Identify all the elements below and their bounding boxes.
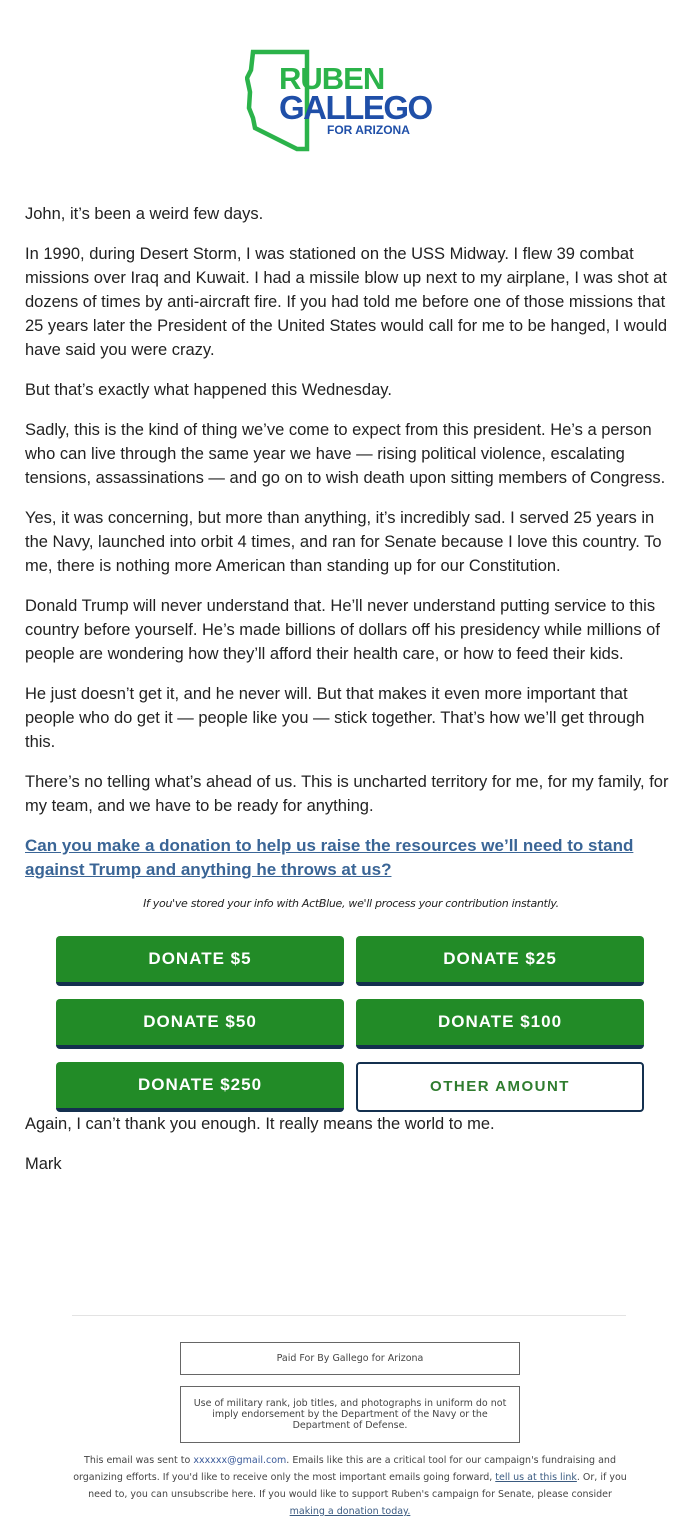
donate-250-button[interactable]: DONATE $250 <box>56 1062 344 1112</box>
donate-5-button[interactable]: DONATE $5 <box>56 936 344 986</box>
donation-link[interactable]: making a donation today. <box>289 1506 411 1517</box>
svg-text:GALLEGO: GALLEGO <box>279 89 432 126</box>
paid-for-box: Paid For By Gallego for Arizona <box>180 1342 520 1375</box>
preferences-link[interactable]: tell us at this link <box>495 1472 577 1483</box>
donation-cta-link[interactable]: Can you make a donation to help us raise the resources we’ll need to stand against Trump and anything he throws at us? <box>25 836 634 879</box>
actblue-note: If you've stored your info with ActBlue, we'll process your contribution instantly. <box>143 897 559 910</box>
paragraph: In 1990, during Desert Storm, I was stationed on the USS Midway. I flew 39 combat missions over Iraq and Kuwait. I had a missile blow up next to my airplane, I was shot at dozens of times by anti-aircraft fire. If you had told me before one of those missions that 25 years later the President of the United States would call for me to be hanged, I would have said you were crazy. <box>25 245 668 359</box>
donate-25-button[interactable]: DONATE $25 <box>356 936 644 986</box>
signature: Mark <box>25 1155 62 1173</box>
disclaimer-box: Use of military rank, job titles, and photographs in uniform do not imply endorsement by the Department of the Navy or the Department of Defense. <box>180 1386 520 1443</box>
email-body <box>25 202 677 1192</box>
greeting: John, it’s been a weird few days. <box>25 205 264 223</box>
paragraph: He just doesn’t get it, and he never will. But that makes it even more important that people who do get it — people like you — stick together. That’s how we’ll get through this. <box>25 685 645 751</box>
donate-buttons <box>56 936 677 1112</box>
footer-text-part: . Emails like this are a critical tool for our campaign's fundraising and organizing efforts. If you'd like to receive only the most important emails going forward, <box>73 1455 616 1483</box>
svg-text:RUBEN: RUBEN <box>279 61 385 96</box>
recipient-email[interactable]: xxxxxx@gmail.com <box>193 1455 287 1466</box>
campaign-logo <box>245 48 445 152</box>
footer-divider <box>72 1315 626 1316</box>
donate-50-button[interactable]: DONATE $50 <box>56 999 344 1049</box>
paragraph: But that’s exactly what happened this Wednesday. <box>25 381 392 399</box>
svg-text:FOR ARIZONA: FOR ARIZONA <box>327 123 410 137</box>
footer-text-part: This email was sent to <box>84 1455 194 1466</box>
paragraph: Yes, it was concerning, but more than anything, it’s incredibly sad. I served 25 years in the Navy, launched into orbit 4 times, and ran for Senate because I love this country. To me, there is nothing more American than standing up for our Constitution. <box>25 509 662 575</box>
paragraph: There’s no telling what’s ahead of us. This is uncharted territory for me, for my family, for my team, and we have to be ready for anything. <box>25 773 669 815</box>
other-amount-button[interactable]: OTHER AMOUNT <box>356 1062 644 1112</box>
paragraph: Donald Trump will never understand that. He’ll never understand putting service to this country before yourself. He’s made billions of dollars off his presidency while millions of people are wondering how they’ll afford their health care, or how to feed their kids. <box>25 597 660 663</box>
closing: Again, I can’t thank you enough. It really means the world to me. <box>25 1115 495 1133</box>
donate-100-button[interactable]: DONATE $100 <box>356 999 644 1049</box>
paragraph: Sadly, this is the kind of thing we’ve come to expect from this president. He’s a person who can live through the same year we have — rising political violence, escalating tensions, assassinations — and go on to wish death upon sitting members of Congress. <box>25 421 666 487</box>
footer-text <box>72 1452 628 1520</box>
footer-text-part: . Or, if you need to, you can unsubscribe here. If you would like to support Ruben's campaign for Senate, please consider <box>88 1472 627 1500</box>
